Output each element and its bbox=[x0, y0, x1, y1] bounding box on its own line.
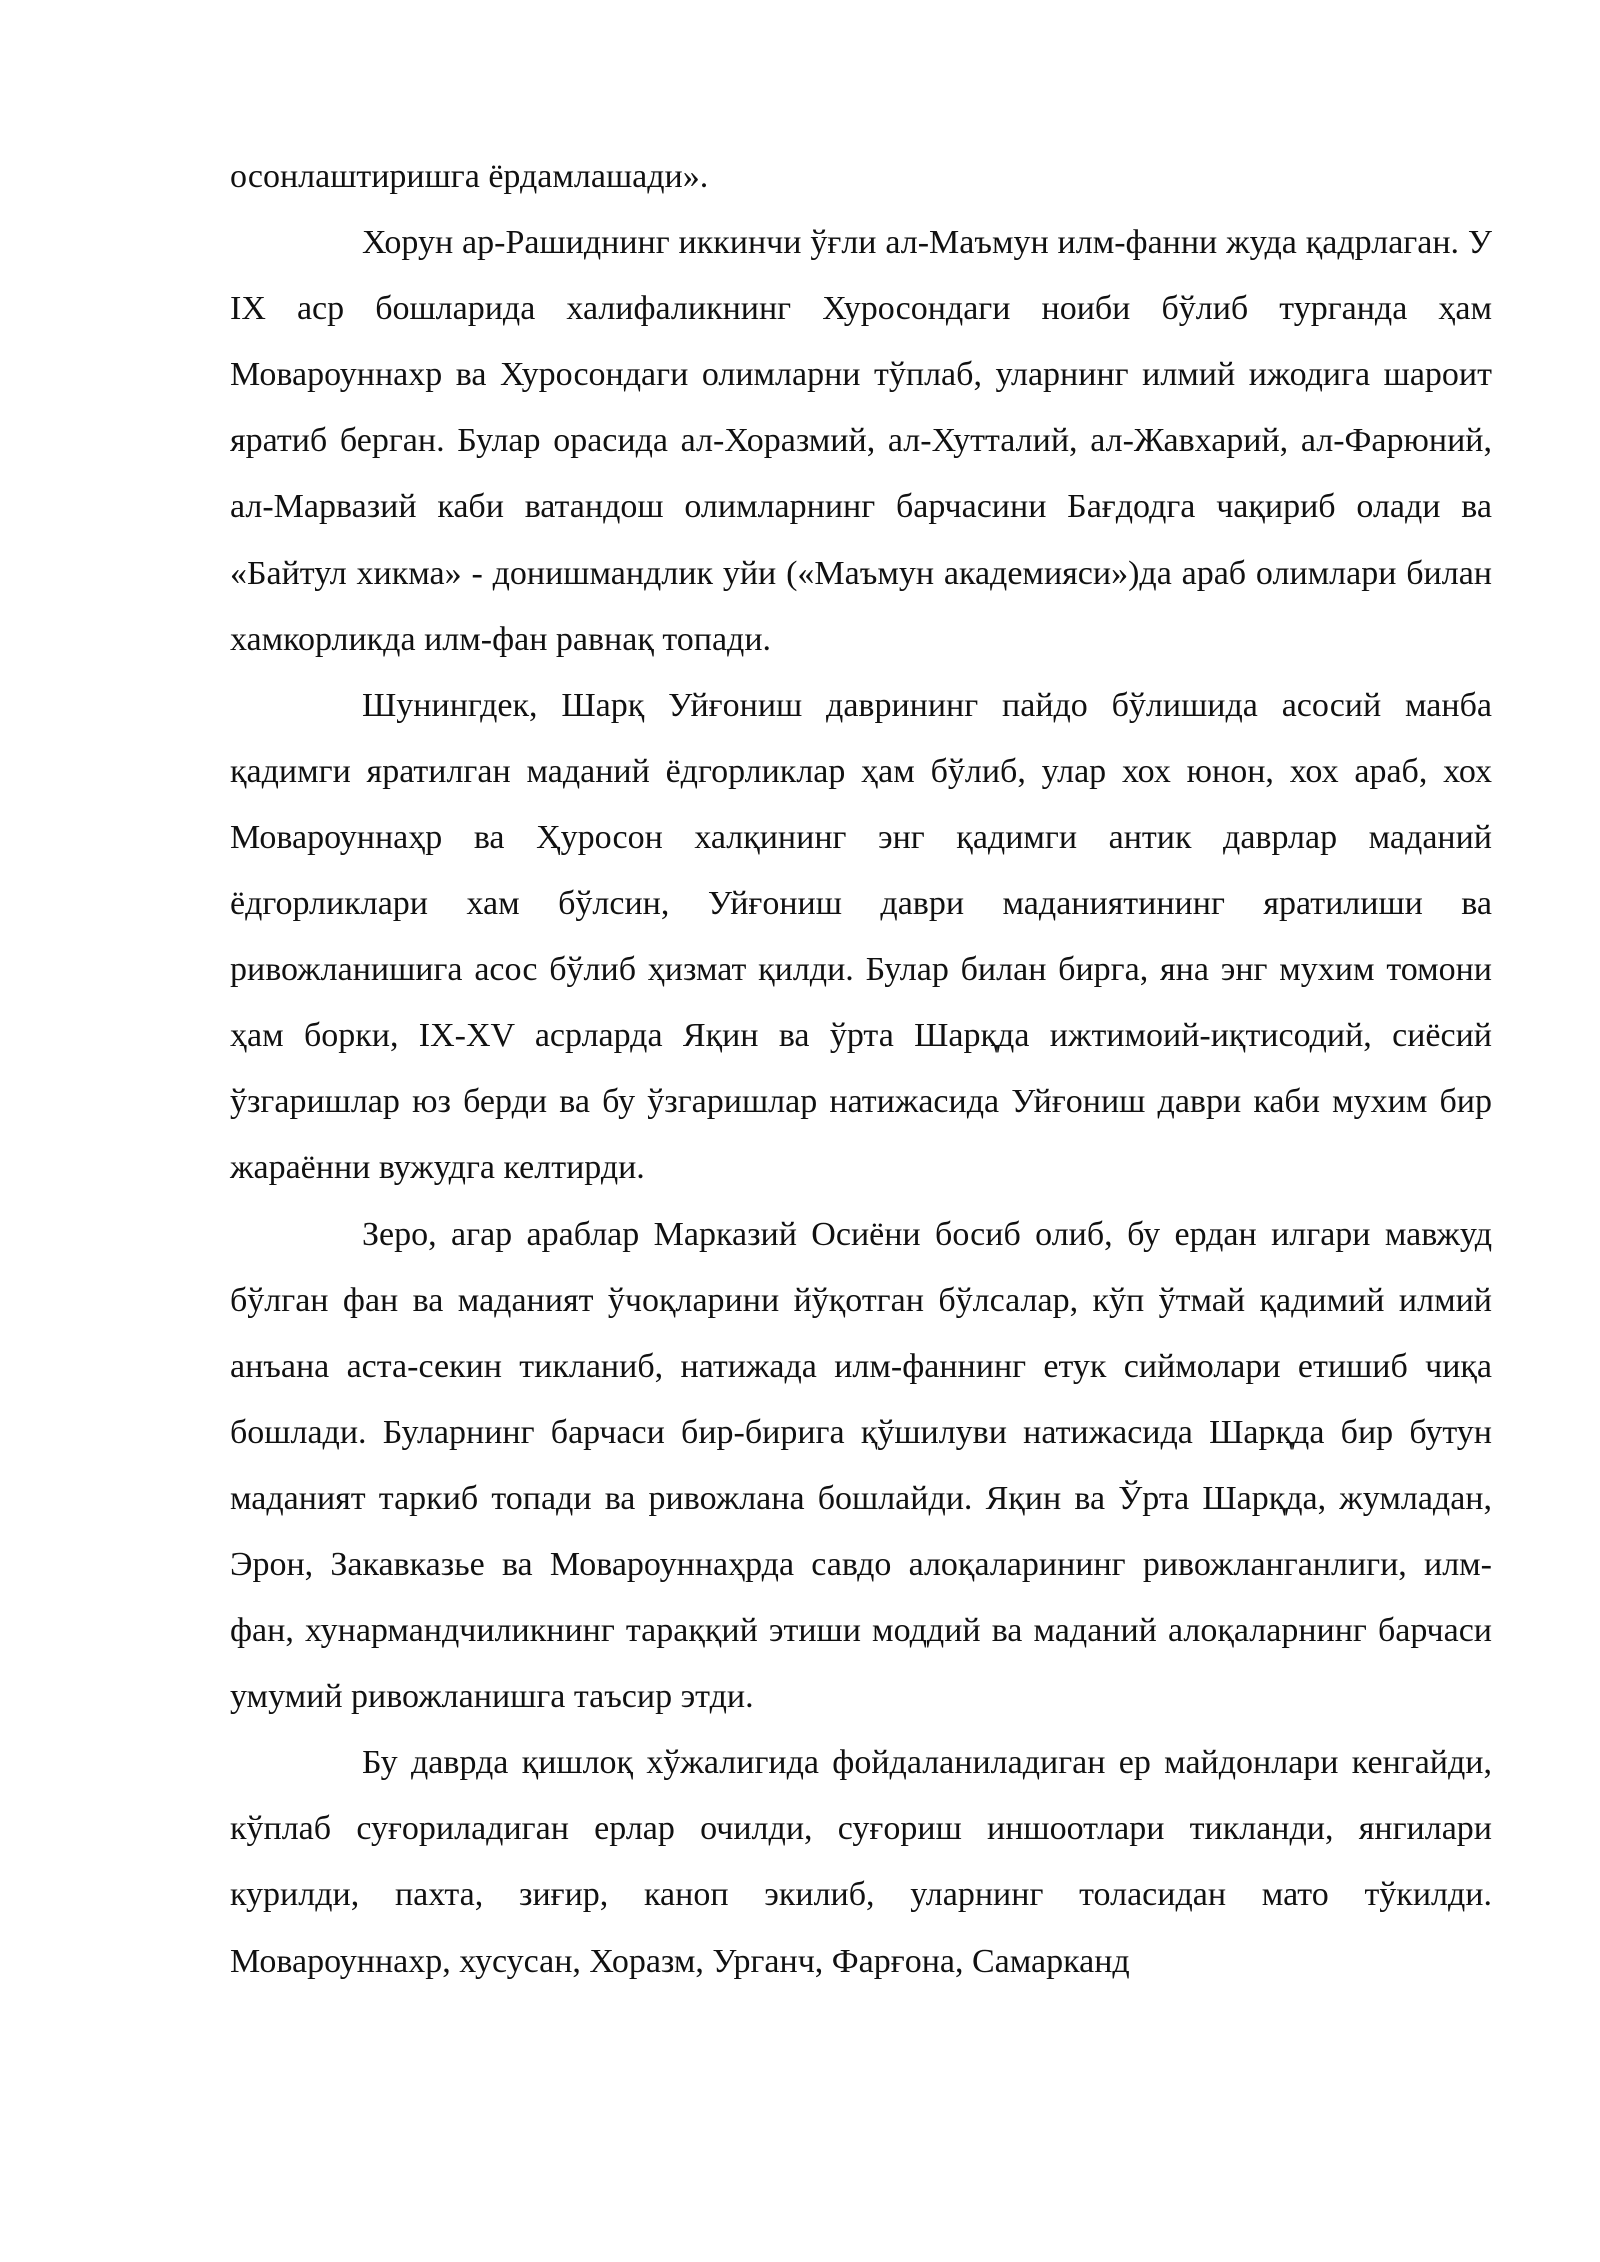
paragraph-agriculture: Бу даврда қишлоқ хўжалигида фойдаланиладиган ер майдонлари кенгайди, кўплаб суғориладиган ерлар очилди, суғориш иншоотлари тикланди, янгилари курилди, пахта, зиғир, каноп экилиб, уларнинг толасидан мато тўкилди. Мовароуннахр, хусусан, Хоразм, Урганч, Фарғона, Самарканд bbox=[230, 1744, 1492, 1980]
paragraph-continuation: осонлаштиришга ёрдамлашади». bbox=[230, 158, 709, 195]
paragraph-renaissance-sources: Шунингдек, Шарқ Уйғониш даврининг пайдо бўлишида асосий манба қадимги яратилган маданий ёдгорликлар ҳам бўлиб, улар хох юнон, хох араб, хох Мовароуннаҳр ва Ҳуросон халқининг энг қадимги антик даврлар маданий ёдгорликлари хам бўлсин, Уйғониш даври маданиятининг яратилиши ва ривожланишига асос бўлиб ҳизмат қилди. Булар билан бирга, яна энг мухим томони ҳам борки, IX-XV асрларда Яқин ва ўрта Шарқда ижтимоий-иқтисодий, сиёсий ўзгаришлар юз берди ва бу ўзгаришлар натижасида Уйғониш даври каби мухим бир жараённи вужудга келтирди. bbox=[230, 686, 1492, 1187]
body-text bbox=[230, 144, 1492, 1995]
paragraph-arab-conquest: Зеро, агар араблар Марказий Осиёни босиб олиб, бу ердан илгари мавжуд бўлган фан ва маданият ўчоқларини йўқотган бўлсалар, кўп ўтмай қадимий илмий анъана аста-секин тикланиб, натижада илм-фаннинг етук сиймолари етишиб чиқа бошлади. Буларнинг барчаси бир-бирига қўшилуви натижасида Шарқда бир бутун маданият таркиб топади ва ривожлана бошлайди. Яқин ва Ўрта Шарқда, жумладан, Эрон, Закавказье ва Мовароуннаҳрда савдо алоқаларининг ривожланганлиги, илм-фан, хунармандчиликнинг тараққий этиши моддий ва маданий алоқаларнинг барчаси умумий ривожланишга таъсир этди. bbox=[230, 1215, 1492, 1716]
paragraph-al-mamun: Хорун ар-Рашиднинг иккинчи ўғли ал-Маъмун илм-фанни жуда қадрлаган. У IX аср бошларида халифаликнинг Хуросондаги ноиби бўлиб турганда ҳам Мовароуннахр ва Хуросондаги олимларни тўплаб, уларнинг илмий ижодига шароит яратиб берган. Булар орасида ал-Хоразмий, ал-Хутталий, ал-Жавхарий, ал-Фарюний, ал-Марвазий каби ватандош олимларнинг барчасини Бағдодга чақириб олади ва «Байтул хикма» - донишмандлик уйи («Маъмун академияси»)да араб олимлари билан хамкорликда илм-фан равнақ топади. bbox=[230, 224, 1492, 658]
